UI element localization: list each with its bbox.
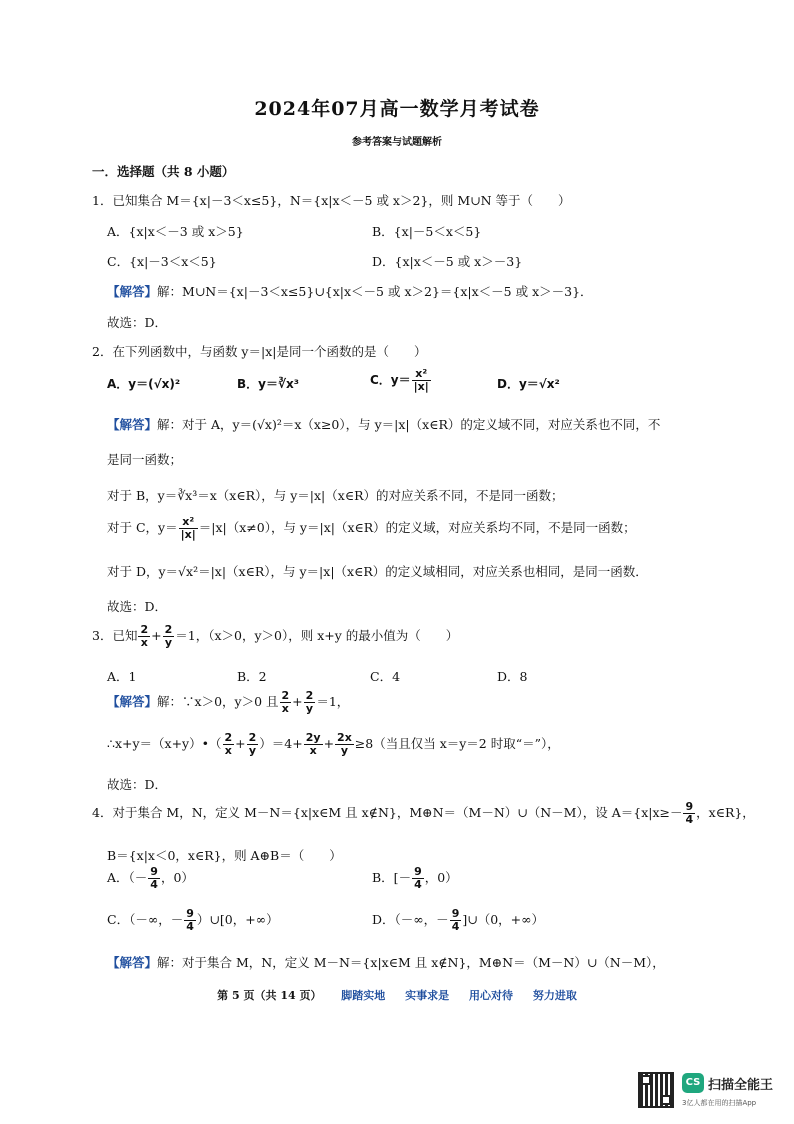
motto-1: 脚踏实地 [341,989,386,1002]
q1-stem: 1．已知集合 M＝{x|－3＜x≤5}，N＝{x|x＜－5 或 x＞2}，则 M∪N 等于（ ） [92,193,571,208]
motto-2: 实事求是 [405,989,450,1002]
exam-title: 2024年07月高一数学月考试卷 [254,98,540,120]
q2-option-a: A．y＝(√x)² [107,377,181,391]
q1-option-a: A．{x|x＜－3 或 x＞5} [107,224,244,239]
q1-answer: 故选：D． [107,315,168,330]
q3-option-c: C．4 [370,669,401,684]
q2-stem: 2．在下列函数中，与函数 y＝|x|是同一个函数的是（ ） [92,344,427,359]
q3-stem: 3．已知 $\frac{2}{x}$ + $\frac{2}{y}$ ＝1，（x＞0，y＞0），则 x+y 的最小值为（ ） [92,623,459,649]
q2-solution-line2: 是同一函数； [107,452,183,467]
exam-subtitle: 参考答案与试题解析 [352,137,442,148]
camscanner-logo-icon: CS [682,1073,704,1093]
q4-option-a: A．（－ $\frac{9}{4}$ ，0） [107,865,194,891]
q2-solution-line3: 对于 B，y＝∛x³＝x（x∈R），与 y＝|x|（x∈R）的对应关系不同，不是同一函数； [107,488,564,503]
q3-option-b: B．2 [237,669,267,684]
q2-option-b: B．y＝∛x³ [237,377,299,391]
q2-solution-line4: 对于 C，y＝ $\frac{\text{x²}}{|x|}$ ＝|x|（x≠0），与 y＝|x|（x∈R）的定义域，对应关系均不同，不是同一函数； [107,515,636,541]
q4-solution: 【解答】解：对于集合 M，N，定义 M－N＝{x|x∈M 且 x∉N}，M⊕N＝（M－N）∪（N－M）， [107,955,665,970]
section-heading: 一．选择题（共 8 小题） [92,164,235,179]
page-number: 第 5 页（共 14 页） [217,989,322,1002]
qr-code-icon [638,1072,674,1108]
q2-option-c: C．y＝ $\frac{\text{x²}}{|x|}$ [370,367,429,393]
q3-option-a: A．1 [107,669,137,684]
scanner-tagline: 3亿人都在用的扫描App [682,1099,757,1107]
q3-answer: 故选：D． [107,777,168,792]
q1-option-c: C．{x|－3＜x＜5} [107,254,217,269]
motto-4: 努力进取 [532,989,577,1002]
q1-solution [107,282,593,300]
q1-solution-text: 解：M∪N＝{x|－3＜x≤5}∪{x|x＜－5 或 x＞2}＝{x|x＜－5 或 x＞－3}． [157,284,593,299]
q3-solution-line2: ∴x+y＝（x+y）•（ $\frac{2}{x}$ + $\frac{2}{y}$ ）＝4+ $\frac{2y}{x}$ + $\frac{2x}{y}$ ≥8（当且仅当 x＝y＝2 时取“＝”）， [107,731,560,757]
q1-option-b: B．{x|－5＜x＜5} [372,224,482,239]
q3-option-d: D．8 [497,669,528,684]
q4-option-c: C．（－∞，－ $\frac{9}{4}$ ）∪[0，+∞） [107,907,279,933]
motto-3: 用心对待 [468,989,513,1002]
q4-stem-line1: 4．对于集合 M，N，定义 M－N＝{x|x∈M 且 x∉N}，M⊕N＝（M－N）∪（N－M），设 A＝{x|x≥－ $\frac{9}{4}$ ，x∈R}， [92,800,755,826]
q2-answer: 故选：D． [107,599,168,614]
q2-solution-line5: 对于 D，y＝√x²＝|x|（x∈R），与 y＝|x|（x∈R）的定义域相同，对应关系也相同，是同一函数． [107,564,648,579]
q3-solution-line1: 【解答】解：∵x＞0，y＞0 且 $\frac{2}{x}$ + $\frac{2}{y}$ ＝1， [107,689,350,715]
q1-option-d: D．{x|x＜－5 或 x＞－3} [372,254,523,269]
page-footer [0,987,794,1003]
scanner-app-name: 扫描全能王 [708,1078,774,1093]
q4-stem-line2: B＝{x|x＜0，x∈R}，则 A⊕B＝（ ） [107,848,342,863]
q4-option-b: B．[－ $\frac{9}{4}$ ，0） [372,865,458,891]
answer-tag: 【解答】 [107,284,158,299]
q2-solution-line1: 【解答】解：对于 A，y＝(√x)²＝x（x≥0），与 y＝|x|（x∈R）的定义域不同，对应关系也不同，不 [107,417,661,432]
q2-option-d: D．y＝√x² [497,377,560,391]
q4-option-d: D．（－∞，－ $\frac{9}{4}$ ]∪（0，+∞） [372,907,545,933]
